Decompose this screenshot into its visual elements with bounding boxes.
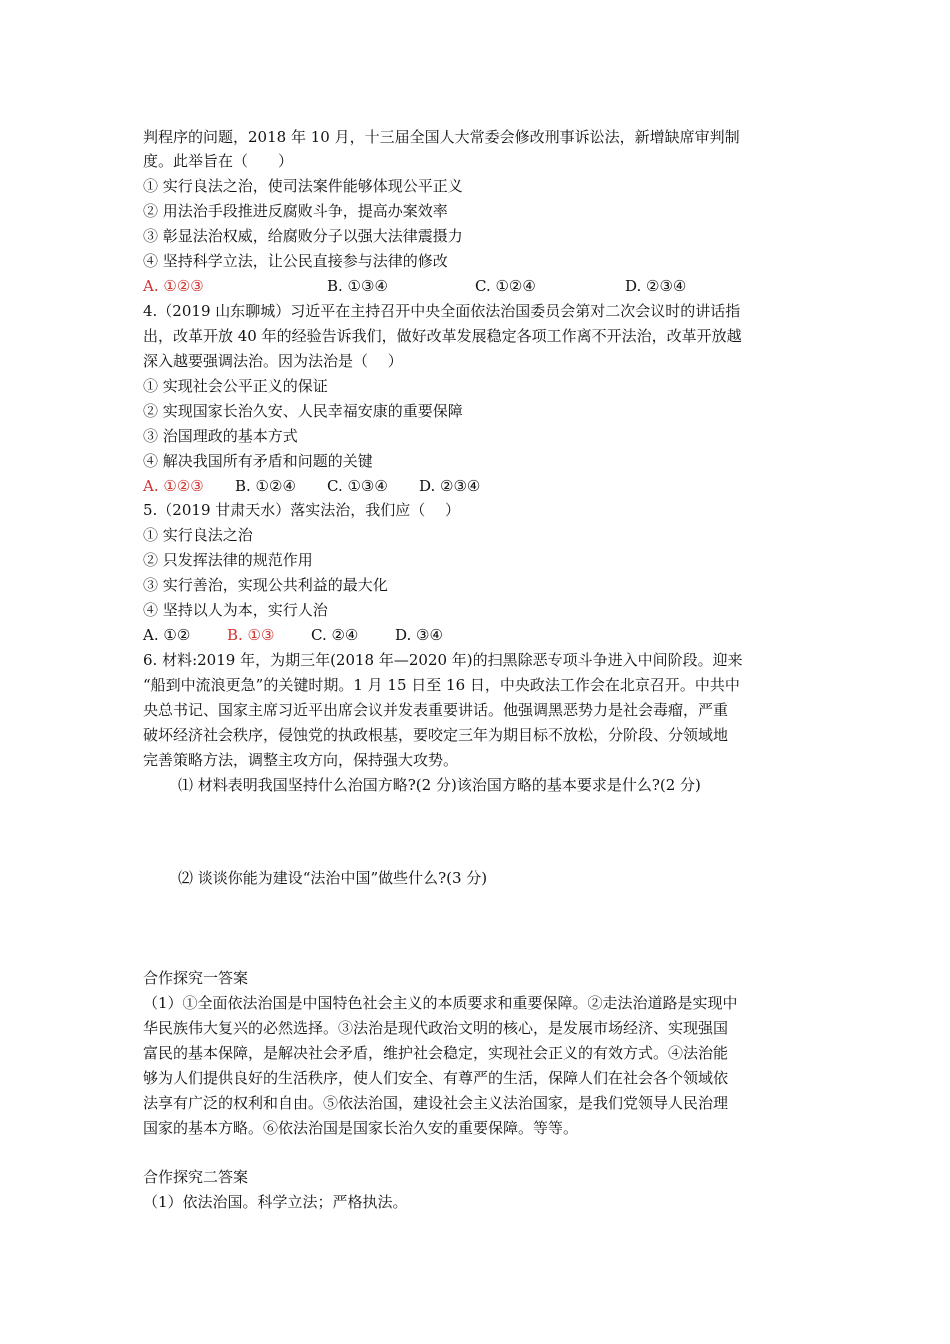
q4-stem-line-3: 深入越要强调法治。因为法治是（ ） xyxy=(143,352,403,370)
answer1-line-4: 够为人们提供良好的生活秩序，使人们安全、有尊严的生活，保障人们在社会各个领域依 xyxy=(143,1069,729,1087)
q3-option-d: D. ②③④ xyxy=(625,277,687,295)
q4-item-1: ① 实现社会公平正义的保证 xyxy=(143,377,328,395)
q4-option-d: D. ②③④ xyxy=(419,477,481,495)
q3-item-2: ② 用法治手段推进反腐败斗争，提高办案效率 xyxy=(143,202,448,220)
answer1-line-3: 富民的基本保障，是解决社会矛盾，维护社会稳定，实现社会正义的有效方式。④法治能 xyxy=(143,1044,729,1062)
q5-option-a: A. ①② xyxy=(143,626,191,644)
q3-stem-line-1: 判程序的问题，2018 年 10 月，十三届全国人大常委会修改刑事诉讼法，新增缺席审判制 xyxy=(143,128,740,146)
q4-stem-line-2: 出，改革开放 40 年的经验告诉我们，做好改革发展稳定各项工作离不开法治，改革开放越 xyxy=(143,327,742,345)
q5-option-d: D. ③④ xyxy=(395,626,443,644)
q3-item-4: ④ 坚持科学立法，让公民直接参与法律的修改 xyxy=(143,252,448,270)
answer1-line-1: （1）①全面依法治国是中国特色社会主义的本质要求和重要保障。②走法治道路是实现中 xyxy=(143,994,738,1012)
q3-option-c: C. ①②④ xyxy=(475,277,536,295)
answer1-line-2: 华民族伟大复兴的必然选择。③法治是现代政治文明的核心，是发展市场经济、实现强国 xyxy=(143,1019,729,1037)
q6-material-line-1: 6. 材料:2019 年，为期三年(2018 年—2020 年)的扫黑除恶专项斗争进入中间阶段。迎来 xyxy=(143,651,743,669)
q4-option-a: A. ①②③ xyxy=(143,477,204,495)
q5-item-1: ① 实行良法之治 xyxy=(143,526,253,544)
q5-stem-line-1: 5.（2019 甘肃天水）落实法治，我们应（ ） xyxy=(143,501,461,519)
q4-options xyxy=(143,476,480,496)
q5-item-2: ② 只发挥法律的规范作用 xyxy=(143,551,313,569)
answer1-line-5: 法享有广泛的权利和自由。⑤依法治国，建设社会主义法治国家，是我们党领导人民治理 xyxy=(143,1094,729,1112)
q5-options xyxy=(143,625,443,645)
q5-option-c: C. ②④ xyxy=(311,626,359,644)
q4-option-c: C. ①③④ xyxy=(327,477,388,495)
q3-option-b: B. ①③④ xyxy=(327,277,388,295)
q4-item-4: ④ 解决我国所有矛盾和问题的关键 xyxy=(143,452,373,470)
q3-options xyxy=(143,276,686,296)
q5-item-4: ④ 坚持以人为本，实行人治 xyxy=(143,601,328,619)
q5-item-3: ③ 实行善治，实现公共利益的最大化 xyxy=(143,576,388,594)
q3-item-1: ① 实行良法之治，使司法案件能够体现公平正义 xyxy=(143,177,463,195)
q6-material-line-3: 央总书记、国家主席习近平出席会议并发表重要讲话。他强调黑恶势力是社会毒瘤，严重 xyxy=(143,701,729,719)
answer2-title: 合作探究二答案 xyxy=(143,1168,249,1186)
q6-material-line-5: 完善策略方法，调整主攻方向，保持强大攻势。 xyxy=(143,751,459,769)
q3-stem-line-2: 度。此举旨在（ ） xyxy=(143,152,294,170)
answer2-line-1: （1）依法治国。科学立法；严格执法。 xyxy=(143,1193,408,1211)
q3-item-3: ③ 彰显法治权威，给腐败分子以强大法律震摄力 xyxy=(143,227,463,245)
q4-option-b: B. ①②④ xyxy=(235,477,296,495)
q5-option-b: B. ①③ xyxy=(227,626,275,644)
q6-material-line-2: “船到中流浪更急”的关键时期。1 月 15 日至 16 日，中央政法工作会在北京召开。中共中 xyxy=(143,676,740,694)
q3-option-a: A. ①②③ xyxy=(143,277,204,295)
q6-material-line-4: 破坏经济社会秩序，侵蚀党的执政根基，要咬定三年为期目标不放松，分阶段、分领域地 xyxy=(143,726,729,744)
answer1-line-6: 国家的基本方略。⑥依法治国是国家长治久安的重要保障。等等。 xyxy=(143,1119,579,1137)
q4-item-2: ② 实现国家长治久安、人民幸福安康的重要保障 xyxy=(143,402,463,420)
q4-item-3: ③ 治国理政的基本方式 xyxy=(143,427,298,445)
answer1-title: 合作探究一答案 xyxy=(143,969,249,987)
q4-stem-line-1: 4.（2019 山东聊城）习近平在主持召开中央全面依法治国委员会第对二次会议时的讲话指 xyxy=(143,302,741,320)
q6-sub-question-1: ⑴ 材料表明我国坚持什么治国方略?(2 分)该治国方略的基本要求是什么?(2 分) xyxy=(178,776,701,794)
q6-sub-question-2: ⑵ 谈谈你能为建设“法治中国”做些什么?(3 分) xyxy=(178,869,488,887)
